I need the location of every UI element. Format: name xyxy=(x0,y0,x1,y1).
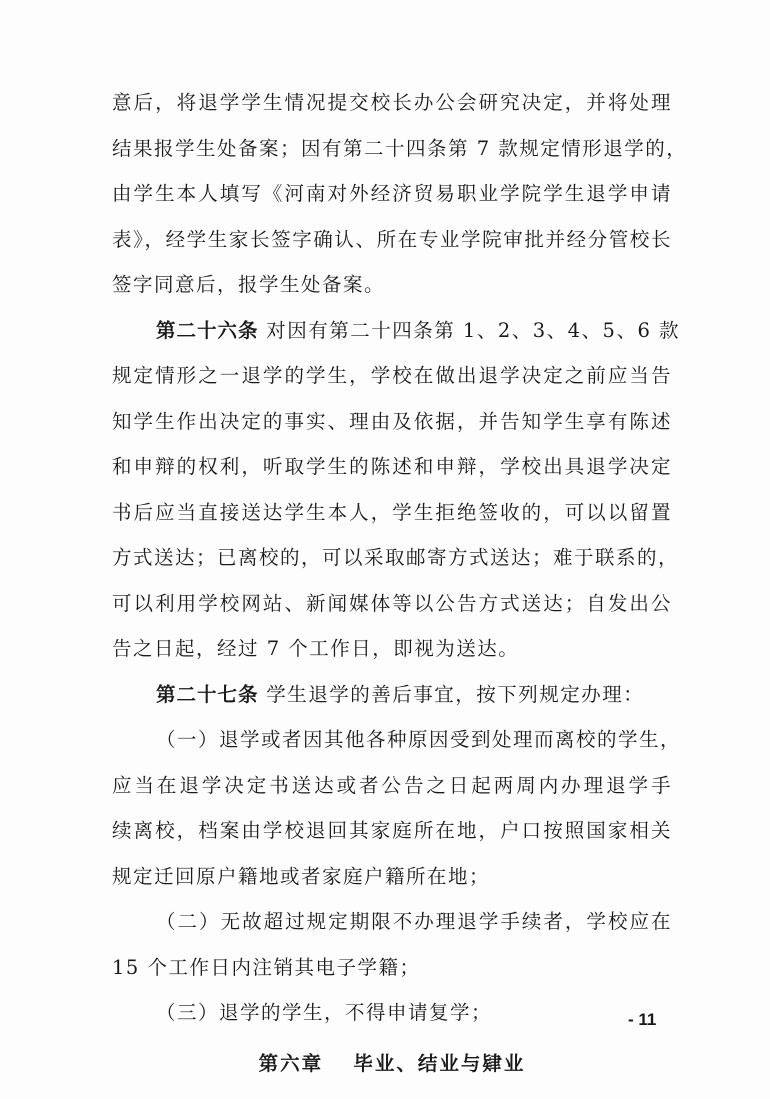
article-26-line-1: 对因有第二十四条第 1、2、3、4、5、6 款 xyxy=(266,318,681,342)
article-27-intro: 学生退学的善后事宜，按下列规定办理： xyxy=(266,682,645,706)
article-26-line-7: 可以利用学校网站、新闻媒体等以公告方式送达；自发出公 xyxy=(112,591,672,615)
body-line-3: 由学生本人填写《河南对外经济贸易职业学院学生退学申请 xyxy=(112,182,672,205)
chapter-title: 第六章 毕业、结业与肄业 xyxy=(258,1051,526,1075)
article-27-label: 第二十七条 xyxy=(156,682,259,706)
article-27-item-2-line-1: （二）无故超过规定期限不办理退学手续者，学校应在 xyxy=(156,910,672,933)
body-line-4: 表》，经学生家长签字确认、所在专业学院审批并经分管校长 xyxy=(112,227,672,251)
article-26-line-4: 和申辩的权利，听取学生的陈述和申辩，学校出具退学决定 xyxy=(112,455,672,478)
article-26-first-line xyxy=(112,308,681,354)
body-line-1: 意后，将退学学生情况提交校长办公会研究决定，并将处理 xyxy=(112,91,672,114)
article-26-line-6: 方式送达；已离校的，可以采取邮寄方式送达；难于联系的， xyxy=(112,546,680,569)
article-26-line-3: 知学生作出决定的事实、理由及依据，并告知学生享有陈述 xyxy=(112,409,672,433)
article-27-item-2-line-2: 15 个工作日内注销其电子学籍； xyxy=(112,955,421,979)
article-27-item-1-line-2: 应当在退学决定书送达或者公告之日起两周内办理退学手 xyxy=(112,773,672,797)
document-body xyxy=(112,80,688,1090)
article-26-line-5: 书后应当直接送达学生本人，学生拒绝签收的，可以以留置 xyxy=(112,500,672,524)
body-line-5: 签字同意后，报学生处备案。 xyxy=(112,273,386,296)
article-26-line-2: 规定情形之一退学的学生，学校在做出退学决定之前应当告 xyxy=(112,364,672,387)
article-27-item-1-line-1: （一）退学或者因其他各种原因受到处理而离校的学生， xyxy=(156,728,682,751)
article-27-first-line xyxy=(112,672,672,718)
article-26-label: 第二十六条 xyxy=(156,318,259,342)
body-line-2: 结果报学生处备案；因有第二十四条第 7 款规定情形退学的， xyxy=(112,136,688,160)
article-27-item-3-line-1: （三）退学的学生，不得申请复学； xyxy=(156,1001,493,1024)
page-number: - 11 xyxy=(628,1010,657,1029)
article-26-line-8: 告之日起，经过 7 个工作日，即视为送达。 xyxy=(112,637,520,660)
article-27-item-1-line-4: 规定迁回原户籍地或者家庭户籍所在地； xyxy=(112,864,491,888)
article-27-item-1-line-3: 续离校，档案由学校退回其家庭所在地，户口按照国家相关 xyxy=(112,819,672,842)
